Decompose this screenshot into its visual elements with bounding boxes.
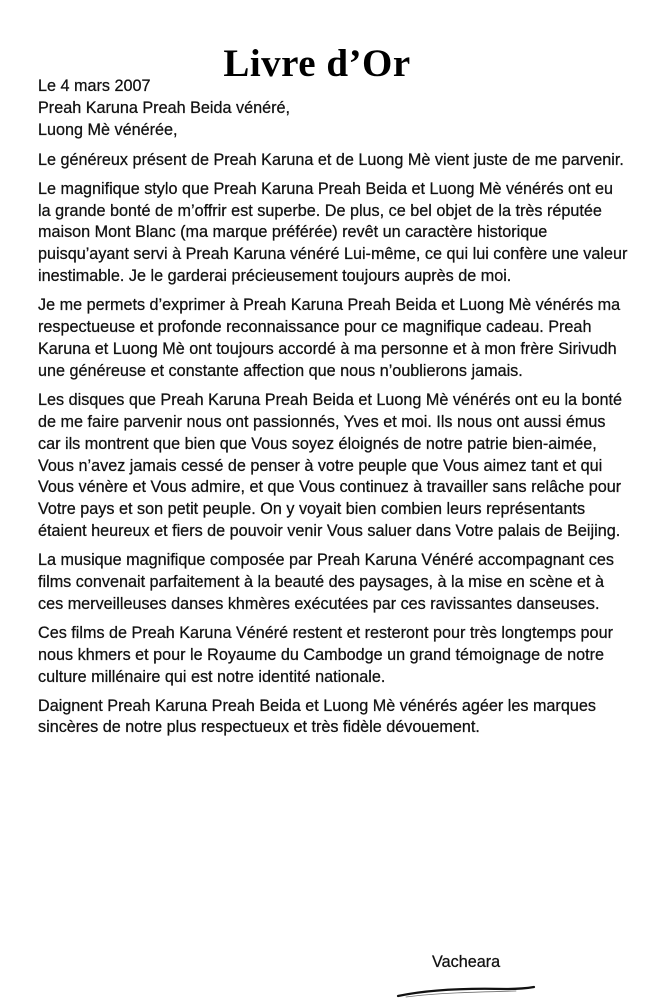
letter-paragraph: Ces films de Preah Karuna Vénéré restent et resteront pour très longtemps pour nous khmers et pour le Royaume du Cambodge un grand témoignage de notre culture millénaire qui est notre identité nationale. [38, 623, 613, 686]
page-title: Livre d’Or [223, 42, 411, 86]
salutation-line: Luong Mè vénérée, [38, 120, 178, 139]
signature-name: Vacheara [432, 953, 501, 971]
letter-date: Le 4 mars 2007 [38, 77, 151, 95]
letter-paragraph: La musique magnifique composée par Preah Karuna Vénéré accompagnant ces films convenait parfaitement à la beauté des paysages, à la mise en scène et à ces merveilleuses danses khmères exécutées par ces ravissantes danseuses. [38, 551, 614, 613]
letter-paragraph: Le généreux présent de Preah Karuna et de Luong Mè vient juste de me parvenir. [38, 150, 624, 169]
letter-paragraph: Daignent Preah Karuna Preah Beida et Luong Mè vénérés agéer les marques sincères de notre plus respectueux et très fidèle dévouement. [38, 696, 596, 737]
letter-paragraph: Le magnifique stylo que Preah Karuna Preah Beida et Luong Mè vénérés ont eu la grande bonté de m’offrir est superbe. De plus, ce bel objet de la très réputée maison Mont Blanc (ma marque préférée) revêt un caractère historique puisqu’ayant servi à Preah Karuna vénéré Lui-même, ce qui lui confère une valeur inestimable. Je le garderai précieusement toujours auprès de moi. [38, 179, 628, 286]
letter-body [38, 76, 628, 746]
salutation-line: Preah Karuna Preah Beida vénéré, [38, 98, 290, 117]
signature-stroke-icon [396, 980, 536, 1002]
letter-paragraph: Je me permets d’exprimer à Preah Karuna Preah Beida et Luong Mè vénérés ma respectueuse et profonde reconnaissance pour ce magnifique cadeau. Preah Karuna et Luong Mè ont toujours accordé à ma personne et à mon frère Sirivudh une généreuse et constante affection que nous n’oublierons jamais. [38, 296, 621, 380]
letter-paragraph: Les disques que Preah Karuna Preah Beida et Luong Mè vénérés ont eu la bonté de me faire parvenir nous ont passionnés, Yves et moi. Ils nous ont aussi émus car ils montrent que bien que Vous soyez éloignés de notre patrie bien-aimée, Vous n’avez jamais cessé de penser à votre peuple que Vous aimez tant et qui Vous vénère et Vous admire, et que Vous continuez à travailler sans relâche pour Votre pays et son petit peuple. On y voyait bien combien leurs représentants étaient heureux et fiers de pouvoir venir Vous saluer dans Votre palais de Beijing. [38, 390, 623, 541]
